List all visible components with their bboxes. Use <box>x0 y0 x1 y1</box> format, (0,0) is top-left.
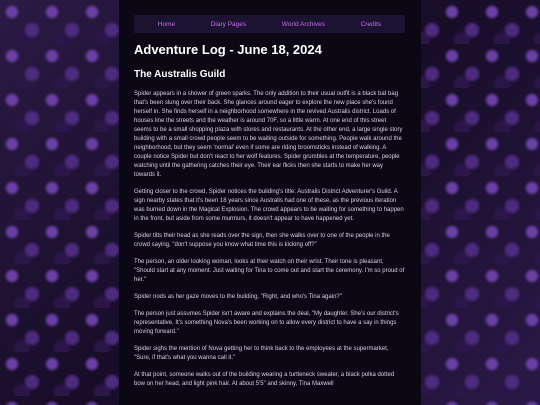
article-content <box>134 42 405 397</box>
page-title: Adventure Log - June 18, 2024 <box>134 42 322 57</box>
section-title: The Australis Guild <box>134 68 226 80</box>
paragraph: Spider sighs the mention of Nova getting her to think back to the employees at the supermarket, "Sure, if that's what you wanna call it." <box>134 345 389 361</box>
paragraph: The person just assumes Spider isn't aware and explains the deal, "My daughter. She's our district's representative. It's something Nova's been working on to allow every district to have a say in things moving forward." <box>134 310 399 335</box>
nav-world-archives-link[interactable]: World Archives <box>281 20 325 28</box>
nav-credits-link[interactable]: Credits <box>360 20 382 28</box>
paragraph: Getting closer to the crowd, Spider notices the building's title: Australis District Adventurer's Guild. A sign nearby states that it's been 18 years since Australis had one of these, as the previous iteration was burned down in the Magical Explosion. The crowd appears to be waiting for something to happen in the front, but aside from some murmurs, it doesn't appear to have happened yet. <box>134 188 404 222</box>
nav-diary-pages-link[interactable]: Diary Pages <box>210 20 247 28</box>
paragraph: The person, an older looking woman, looks at their watch on their wrist. Their tone is pleasant, "Should start at any moment. Just waiting for Tina to come out and start the ceremony. I'm so proud of her." <box>134 258 405 283</box>
nav-home-link[interactable]: Home <box>157 20 176 28</box>
paragraph: Spider nods as her gaze moves to the building, "Right, and who's Tina again?" <box>134 293 342 300</box>
main-page <box>119 0 421 405</box>
paragraph: Spider tilts their head as she reads over the sign, then she walks over to one of the people in the crowd saying, "don't suppose you know what time this is kicking off?" <box>134 232 390 248</box>
paragraph: Spider appears in a shower of green sparks. The only addition to their usual outfit is a black bat bag that's been slung over their back. She glances around eager to explore the new place she's found herself in. She finds herself in a neighborhood somewhere in the revived Australis district. Loads of houses line the streets and the weather is around 70F, so a little warm. At one end of this street seems to be a small shopping plaza with stores and restaurants. At the other end, a large single story building with a small crowd people seem to be waiting outside for something. People walk around the neighborhood, but they seem 'normal' even if some are riding broomsticks instead of walking. A couple notice Spider but don't react to her wolf features. Spider grumbles at the temperature, people watching until the gathering catches their eye. Their ear flicks then she starts to make her way towards it. <box>134 90 403 178</box>
top-nav <box>134 15 405 33</box>
paragraph: At that point, someone walks out of the building wearing a turtleneck sweater, a black polka dotted bow on her head, and light pink hair. At about 5'5" and skinny, Tina Maxwell <box>134 371 395 387</box>
